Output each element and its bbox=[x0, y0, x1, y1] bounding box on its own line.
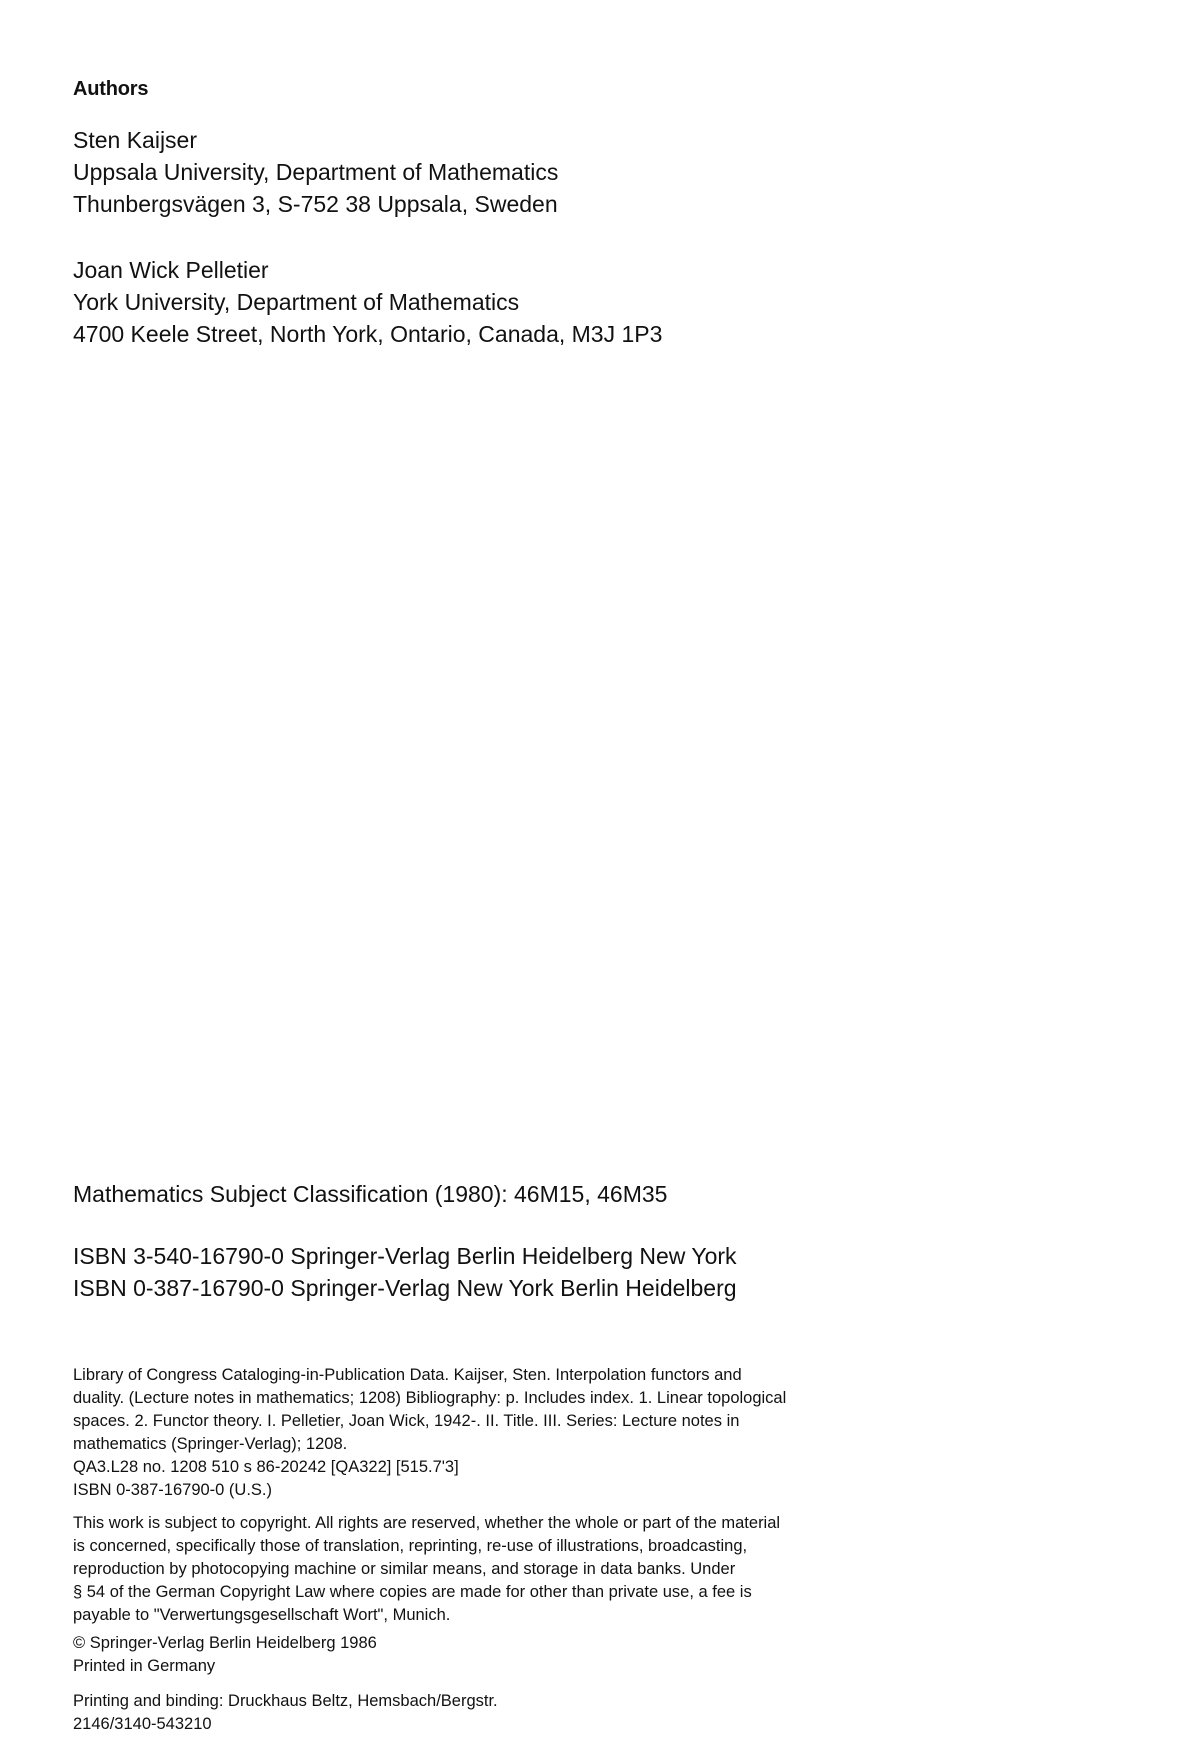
author-address: Thunbergsvägen 3, S-752 38 Uppsala, Sweden bbox=[73, 191, 558, 217]
cataloging-line: ISBN 0-387-16790-0 (U.S.) bbox=[73, 1481, 273, 1499]
copyright-notice bbox=[73, 1632, 913, 1678]
rights-notice bbox=[73, 1512, 913, 1627]
cataloging-line: spaces. 2. Functor theory. I. Pelletier, Joan Wick, 1942-. II. Title. III. Series: Lecture notes in bbox=[73, 1412, 740, 1430]
rights-line: reproduction by photocopying machine or similar means, and storage in data banks. Under bbox=[73, 1560, 736, 1578]
isbn-line: ISBN 3-540-16790-0 Springer-Verlag Berlin Heidelberg New York bbox=[73, 1243, 737, 1269]
subject-classification: Mathematics Subject Classification (1980): 46M15, 46M35 bbox=[73, 1181, 668, 1207]
cataloging-line: QA3.L28 no. 1208 510 s 86-20242 [QA322] [515.7'3] bbox=[73, 1458, 459, 1476]
rights-line: is concerned, specifically those of translation, reprinting, re-use of illustrations, broadcasting, bbox=[73, 1537, 748, 1555]
cataloging-line: duality. (Lecture notes in mathematics; 1208) Bibliography: p. Includes index. 1. Linear topological bbox=[73, 1389, 787, 1407]
author-name: Joan Wick Pelletier bbox=[73, 257, 269, 283]
rights-line: This work is subject to copyright. All rights are reserved, whether the whole or part of the material bbox=[73, 1514, 781, 1532]
printing-line: Printing and binding: Druckhaus Beltz, Hemsbach/Bergstr. bbox=[73, 1692, 498, 1710]
authors-heading: Authors bbox=[73, 78, 149, 100]
isbn-line: ISBN 0-387-16790-0 Springer-Verlag New York Berlin Heidelberg bbox=[73, 1275, 737, 1301]
author-affiliation: Uppsala University, Department of Mathematics bbox=[73, 159, 559, 185]
cataloging-data bbox=[73, 1364, 913, 1502]
author-affiliation: York University, Department of Mathematics bbox=[73, 289, 520, 315]
author-entry-kaijser bbox=[73, 124, 558, 220]
cataloging-line: mathematics (Springer-Verlag); 1208. bbox=[73, 1435, 348, 1453]
print-code-line: 2146/3140-543210 bbox=[73, 1715, 212, 1733]
rights-line: payable to "Verwertungsgesellschaft Wort", Munich. bbox=[73, 1606, 451, 1624]
cataloging-line: Library of Congress Cataloging-in-Publication Data. Kaijser, Sten. Interpolation functors and bbox=[73, 1366, 742, 1384]
author-entry-pelletier bbox=[73, 254, 662, 350]
rights-line: § 54 of the German Copyright Law where copies are made for other than private use, a fee is bbox=[73, 1583, 752, 1601]
author-address: 4700 Keele Street, North York, Ontario, Canada, M3J 1P3 bbox=[73, 321, 663, 347]
author-name: Sten Kaijser bbox=[73, 127, 198, 153]
printing-info bbox=[73, 1690, 913, 1736]
printed-in-line: Printed in Germany bbox=[73, 1657, 216, 1675]
isbn-block bbox=[73, 1240, 737, 1304]
copyright-line: © Springer-Verlag Berlin Heidelberg 1986 bbox=[73, 1634, 377, 1652]
